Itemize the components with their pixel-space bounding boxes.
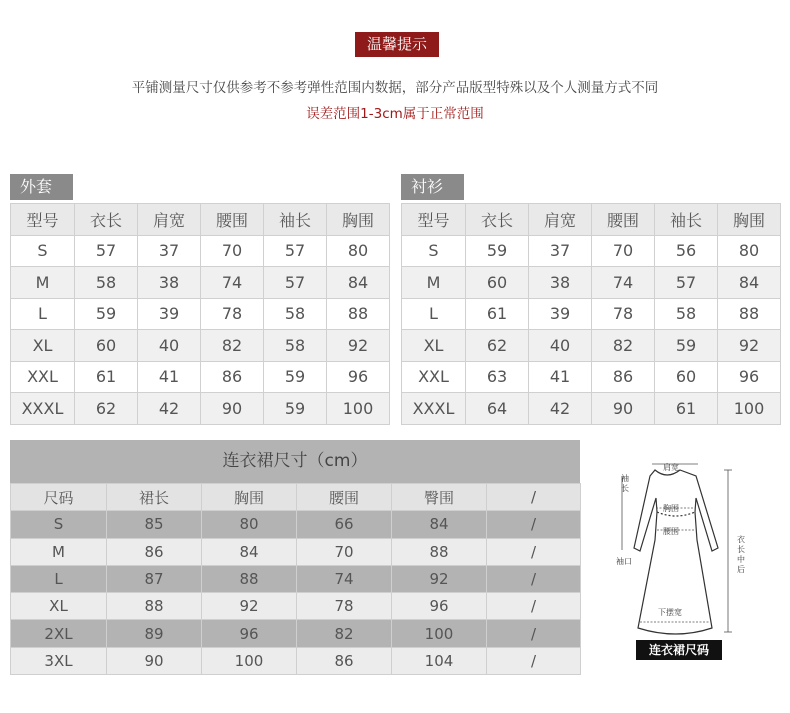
diagram-caption: 连衣裙尺码 xyxy=(636,640,722,660)
table-cell: 74 xyxy=(297,565,392,592)
table-cell: 57 xyxy=(264,235,327,267)
table-cell: S xyxy=(11,235,75,267)
table-cell: 58 xyxy=(75,267,138,299)
table-cell: 64 xyxy=(466,393,529,425)
column-header: 型号 xyxy=(11,204,75,236)
table-row xyxy=(402,361,781,393)
table-cell: 82 xyxy=(592,330,655,362)
table-cell: 41 xyxy=(138,361,201,393)
table-cell: 37 xyxy=(138,235,201,267)
table-cell: 66 xyxy=(297,511,392,538)
table-cell: 100 xyxy=(327,393,390,425)
notice-badge: 温馨提示 xyxy=(355,32,439,57)
table-cell: 87 xyxy=(107,565,202,592)
table-cell: / xyxy=(487,647,581,674)
table-cell: 80 xyxy=(327,235,390,267)
chest-label: 胸围 xyxy=(663,504,679,513)
table-cell: 57 xyxy=(655,267,718,299)
table-cell: XXXL xyxy=(402,393,466,425)
table-cell: 96 xyxy=(202,620,297,647)
table-cell: 100 xyxy=(718,393,781,425)
table-cell: 2XL xyxy=(11,620,107,647)
table-cell: 40 xyxy=(138,330,201,362)
dress-header-row xyxy=(11,484,581,511)
coat-size-table xyxy=(10,203,390,425)
table-cell: M xyxy=(11,538,107,565)
table-cell: 38 xyxy=(529,267,592,299)
table-cell: / xyxy=(487,511,581,538)
table-cell: 61 xyxy=(466,298,529,330)
table-cell: 86 xyxy=(201,361,264,393)
table-row xyxy=(11,511,581,538)
table-cell: XXXL xyxy=(11,393,75,425)
table-cell: L xyxy=(11,565,107,592)
table-row xyxy=(11,298,390,330)
table-row xyxy=(11,393,390,425)
table-cell: 60 xyxy=(75,330,138,362)
table-cell: S xyxy=(402,235,466,267)
table-cell: 92 xyxy=(718,330,781,362)
table-cell: 38 xyxy=(138,267,201,299)
table-cell: XL xyxy=(11,330,75,362)
table-cell: 84 xyxy=(327,267,390,299)
table-row xyxy=(11,620,581,647)
table-cell: 60 xyxy=(655,361,718,393)
column-header: 袖长 xyxy=(264,204,327,236)
table-cell: 78 xyxy=(592,298,655,330)
table-cell: 60 xyxy=(466,267,529,299)
table-cell: 70 xyxy=(201,235,264,267)
column-header: 肩宽 xyxy=(138,204,201,236)
table-cell: M xyxy=(402,267,466,299)
shirt-header-row xyxy=(402,204,781,236)
table-cell: 80 xyxy=(718,235,781,267)
column-header: 胸围 xyxy=(718,204,781,236)
table-row xyxy=(11,235,390,267)
table-cell: 92 xyxy=(392,565,487,592)
table-cell: 84 xyxy=(392,511,487,538)
table-cell: 58 xyxy=(264,298,327,330)
table-cell: 59 xyxy=(655,330,718,362)
table-cell: / xyxy=(487,620,581,647)
table-cell: 57 xyxy=(75,235,138,267)
table-row xyxy=(11,647,581,674)
table-cell: 74 xyxy=(592,267,655,299)
table-cell: / xyxy=(487,593,581,620)
table-cell: 92 xyxy=(327,330,390,362)
table-cell: 61 xyxy=(75,361,138,393)
cuff-label: 袖口 xyxy=(616,557,632,566)
table-cell: 89 xyxy=(107,620,202,647)
table-cell: 86 xyxy=(592,361,655,393)
table-cell: 59 xyxy=(264,361,327,393)
table-cell: 90 xyxy=(107,647,202,674)
table-row xyxy=(11,538,581,565)
table-row xyxy=(11,361,390,393)
table-cell: 58 xyxy=(655,298,718,330)
table-cell: 100 xyxy=(392,620,487,647)
table-cell: 42 xyxy=(138,393,201,425)
column-header: 衣长 xyxy=(466,204,529,236)
table-cell: 84 xyxy=(718,267,781,299)
table-cell: 88 xyxy=(327,298,390,330)
table-cell: 90 xyxy=(592,393,655,425)
column-header: 腰围 xyxy=(297,484,392,511)
table-cell: 58 xyxy=(264,330,327,362)
table-cell: 59 xyxy=(264,393,327,425)
table-cell: L xyxy=(11,298,75,330)
column-header: 尺码 xyxy=(11,484,107,511)
shoulder-label: 肩宽 xyxy=(663,463,679,472)
table-row xyxy=(402,393,781,425)
sleeve-label: 袖长 xyxy=(621,474,629,493)
column-header: 袖长 xyxy=(655,204,718,236)
table-cell: / xyxy=(487,538,581,565)
table-cell: 88 xyxy=(392,538,487,565)
table-row xyxy=(402,235,781,267)
notice-line-2: 误差范围1-3cm属于正常范围 xyxy=(306,106,484,122)
table-cell: 74 xyxy=(201,267,264,299)
length-label: 衣长中后 xyxy=(737,535,745,574)
table-cell: 88 xyxy=(107,593,202,620)
table-cell: 96 xyxy=(392,593,487,620)
table-cell: 90 xyxy=(201,393,264,425)
table-cell: 80 xyxy=(202,511,297,538)
table-cell: 62 xyxy=(466,330,529,362)
table-cell: 82 xyxy=(297,620,392,647)
hem-label: 下摆宽 xyxy=(658,608,682,617)
table-cell: 88 xyxy=(202,565,297,592)
table-cell: 62 xyxy=(75,393,138,425)
table-row xyxy=(402,267,781,299)
column-header: 型号 xyxy=(402,204,466,236)
table-cell: 100 xyxy=(202,647,297,674)
table-row xyxy=(402,330,781,362)
table-cell: 59 xyxy=(75,298,138,330)
table-cell: XXL xyxy=(11,361,75,393)
table-cell: S xyxy=(11,511,107,538)
table-cell: 40 xyxy=(529,330,592,362)
coat-header-row xyxy=(11,204,390,236)
column-header: / xyxy=(487,484,581,511)
table-cell: 70 xyxy=(297,538,392,565)
table-cell: XL xyxy=(402,330,466,362)
table-cell: 92 xyxy=(202,593,297,620)
table-row xyxy=(11,565,581,592)
table-cell: 104 xyxy=(392,647,487,674)
table-cell: 96 xyxy=(327,361,390,393)
table-cell: 82 xyxy=(201,330,264,362)
waist-label: 腰围 xyxy=(663,527,679,536)
table-row xyxy=(11,330,390,362)
table-cell: 42 xyxy=(529,393,592,425)
table-cell: 85 xyxy=(107,511,202,538)
table-cell: 56 xyxy=(655,235,718,267)
column-header: 腰围 xyxy=(592,204,655,236)
table-cell: 37 xyxy=(529,235,592,267)
table-cell: L xyxy=(402,298,466,330)
table-cell: 96 xyxy=(718,361,781,393)
column-header: 肩宽 xyxy=(529,204,592,236)
table-cell: M xyxy=(11,267,75,299)
column-header: 衣长 xyxy=(75,204,138,236)
table-cell: XXL xyxy=(402,361,466,393)
table-cell: / xyxy=(487,565,581,592)
table-cell: 84 xyxy=(202,538,297,565)
column-header: 胸围 xyxy=(327,204,390,236)
notice-line-1: 平铺测量尺寸仅供参考不参考弹性范围内数据，部分产品版型特殊以及个人测量方式不同 xyxy=(131,80,659,96)
shirt-size-table xyxy=(401,203,781,425)
column-header: 胸围 xyxy=(202,484,297,511)
column-header: 臀围 xyxy=(392,484,487,511)
column-header: 腰围 xyxy=(201,204,264,236)
table-cell: 78 xyxy=(201,298,264,330)
table-cell: 39 xyxy=(138,298,201,330)
column-header: 裙长 xyxy=(107,484,202,511)
table-cell: 41 xyxy=(529,361,592,393)
table-cell: 39 xyxy=(529,298,592,330)
table-cell: 78 xyxy=(297,593,392,620)
table-row xyxy=(11,593,581,620)
table-cell: XL xyxy=(11,593,107,620)
coat-table-title: 外套 xyxy=(10,174,73,200)
dress-table-title: 连衣裙尺寸（cm） xyxy=(222,451,368,471)
table-cell: 70 xyxy=(592,235,655,267)
table-cell: 88 xyxy=(718,298,781,330)
table-cell: 86 xyxy=(297,647,392,674)
shirt-table-title: 衬衫 xyxy=(401,174,464,200)
dress-size-table xyxy=(10,483,581,675)
table-cell: 86 xyxy=(107,538,202,565)
table-row xyxy=(11,267,390,299)
table-row xyxy=(402,298,781,330)
table-cell: 3XL xyxy=(11,647,107,674)
table-cell: 61 xyxy=(655,393,718,425)
table-cell: 63 xyxy=(466,361,529,393)
table-cell: 59 xyxy=(466,235,529,267)
table-cell: 57 xyxy=(264,267,327,299)
